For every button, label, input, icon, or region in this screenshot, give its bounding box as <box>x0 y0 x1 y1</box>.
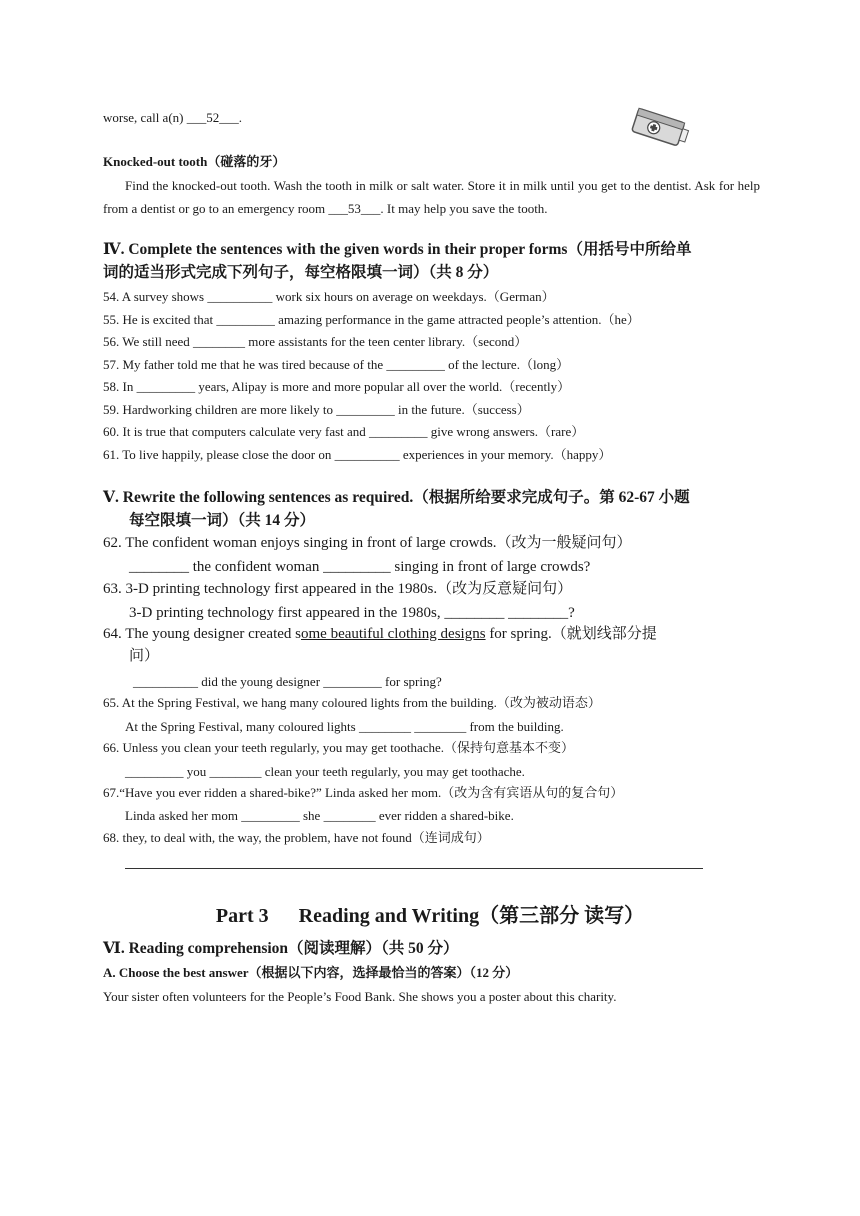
question-56: 56. We still need ________ more assistants for the teen center library.（second） <box>103 334 528 349</box>
knocked-out-title: Knocked-out tooth（碰落的牙） <box>103 154 286 169</box>
section5-heading-line2: 每空限填一词）（共 14 分） <box>129 512 316 529</box>
question-62-answer: ________ the confident woman _________ singing in front of large crowds? <box>129 559 591 575</box>
part3-title-text: Reading and Writing（第三部分 读写） <box>298 905 645 927</box>
section4-heading-line2: 词的适当形式完成下列句子，每空格限填一词）（共 8 分） <box>103 264 499 281</box>
question-62: 62. The confident woman enjoys singing in front of large crowds.（改为一般疑问句） <box>103 535 632 551</box>
question-64 <box>103 625 657 644</box>
question-61: 61. To live happily, please close the door on __________ experiences in your memory.（happy） <box>103 447 612 462</box>
question-64-text-end: for spring.（就划线部分提 <box>485 626 657 642</box>
part3-title <box>0 903 860 929</box>
first-aid-kit-icon <box>628 104 694 152</box>
question-59: 59. Hardworking children are more likely to _________ in the future.（success） <box>103 402 530 417</box>
question-60: 60. It is true that computers calculate very fast and _________ give wrong answers.（rare） <box>103 424 585 439</box>
question-52-line: worse, call a(n) ___52___. <box>103 110 242 125</box>
question-55: 55. He is excited that _________ amazing performance in the game attracted people’s attention.（he） <box>103 312 640 327</box>
part3-label: Part 3 <box>215 905 269 927</box>
question-64-answer: __________ did the young designer _________ for spring? <box>133 674 442 689</box>
section6-intro: Your sister often volunteers for the People’s Food Bank. She shows you a poster about this charity. <box>103 989 617 1004</box>
section6-subheading: A. Choose the best answer（根据以下内容，选择最恰当的答案）（12 分） <box>103 965 519 980</box>
question-63-answer: 3-D printing technology first appeared in the 1980s, ________ ________? <box>129 605 575 621</box>
question-63: 63. 3-D printing technology first appeared in the 1980s.（改为反意疑问句） <box>103 581 573 597</box>
question-67-answer: Linda asked her mom _________ she ________ ever ridden a shared-bike. <box>125 808 514 823</box>
section5-heading-line1: Ⅴ. Rewrite the following sentences as required.（根据所给要求完成句子。第 62-67 小题 <box>103 489 690 506</box>
question-66: 66. Unless you clean your teeth regularly, you may get toothache.（保持句意基本不变） <box>103 740 575 755</box>
question-67: 67.“Have you ever ridden a shared-bike?” Linda asked her mom.（改为含有宾语从句的复合句） <box>103 785 624 800</box>
question-64-underlined: ome beautiful clothing designs <box>301 626 486 642</box>
knocked-out-body: Find the knocked-out tooth. Wash the tooth in milk or salt water. Store it in milk until you get to the dentist. Ask for help from a dentist or go to an emergency room ___53___. It may help you save the tooth. <box>103 178 760 216</box>
question-66-answer: _________ you ________ clean your teeth regularly, you may get toothache. <box>125 764 525 779</box>
question-54: 54. A survey shows __________ work six hours on average on weekdays.（German） <box>103 289 555 304</box>
section4-heading-line1: Ⅳ. Complete the sentences with the given words in their proper forms（用括号中所给单 <box>103 241 692 258</box>
question-64-text-start: 64. The young designer created s <box>103 626 301 642</box>
question-65-answer: At the Spring Festival, many coloured lights ________ ________ from the building. <box>125 719 564 734</box>
question-65: 65. At the Spring Festival, we hang many coloured lights from the building.（改为被动语态） <box>103 695 601 710</box>
question-68-answer-line <box>125 868 703 869</box>
question-64-continued: 问） <box>129 648 160 664</box>
question-57: 57. My father told me that he was tired because of the _________ of the lecture.（long） <box>103 357 570 372</box>
section6-heading: Ⅵ. Reading comprehension（阅读理解）（共 50 分） <box>103 940 459 957</box>
question-68: 68. they, to deal with, the way, the problem, have not found（连词成句） <box>103 830 490 845</box>
question-58: 58. In _________ years, Alipay is more and more popular all over the world.（recently） <box>103 379 571 394</box>
